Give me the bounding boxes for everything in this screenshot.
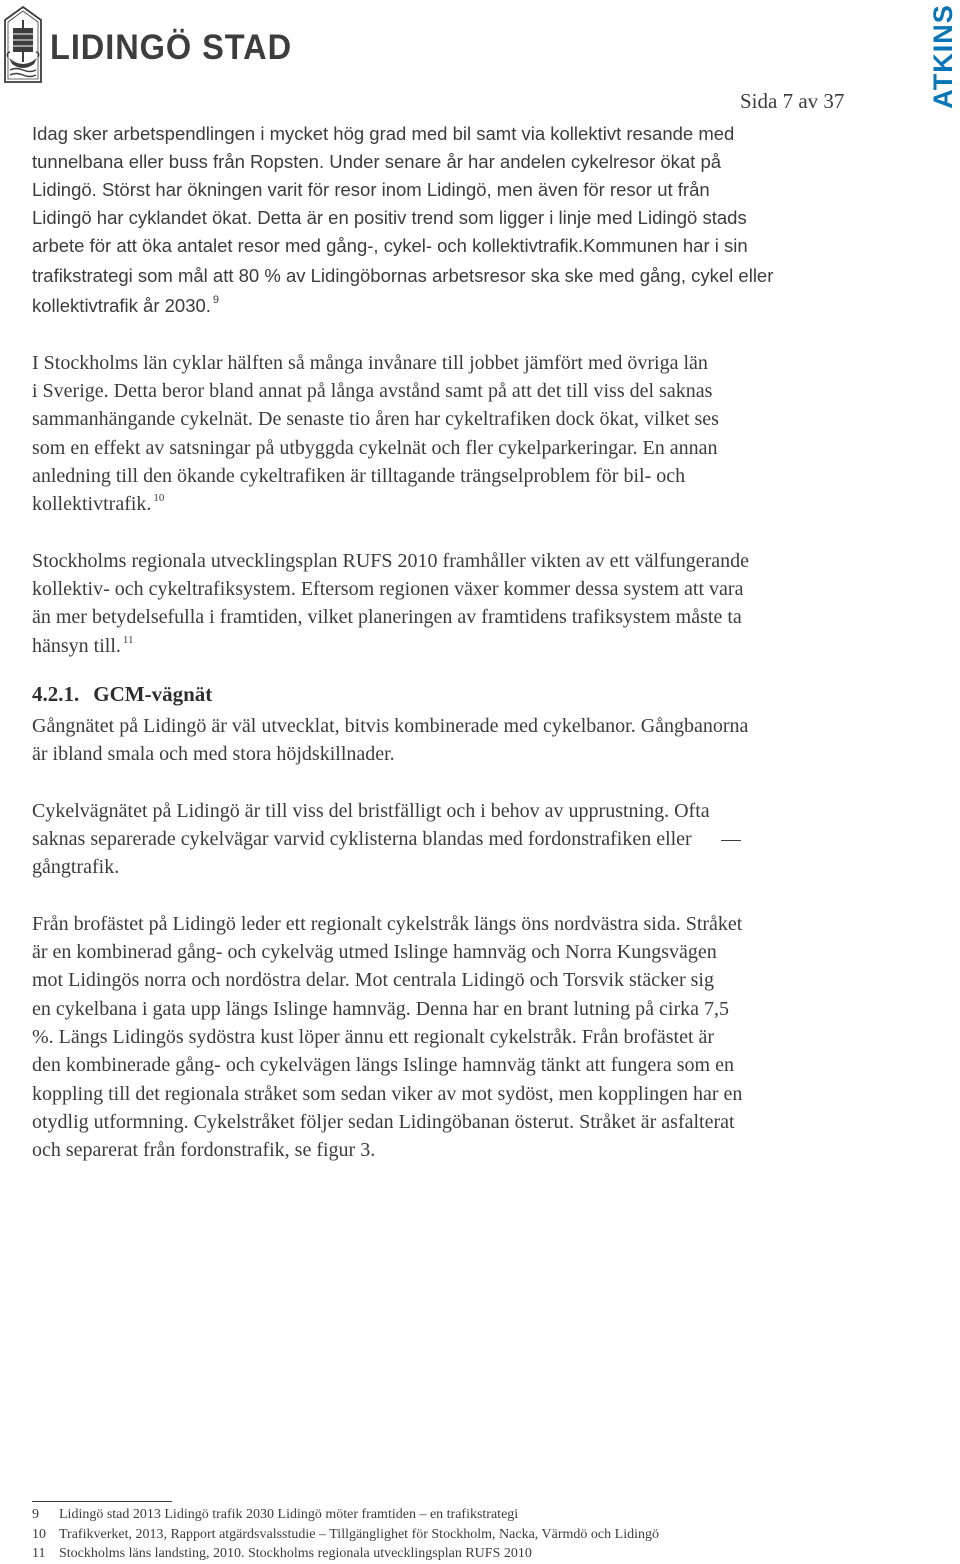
section-heading — [32, 682, 212, 707]
footnote-ref-9: 9 — [212, 294, 220, 306]
footnote-number: 11 — [32, 1546, 46, 1561]
strikethrough-mark — [721, 840, 741, 841]
footnote-text: Stockholms läns landsting, 2010. Stockholms regionala utvecklingsplan RUFS 2010 — [59, 1546, 532, 1561]
paragraph-6-line-1: Från brofästet på Lidingö leder ett regionalt cykelstråk längs öns nordvästra sida. Stråket — [32, 913, 743, 935]
footnote-number: 10 — [32, 1527, 46, 1542]
logo-text: LIDINGÖ STAD — [50, 28, 293, 67]
page-number: Sida 7 av 37 — [740, 89, 845, 113]
footnote-ref-11: 11 — [122, 634, 134, 646]
paragraph-6-line-7: koppling till det regionala stråket som sedan viker av mot sydöst, men kopplingen har en — [32, 1083, 743, 1105]
paragraph-6-line-9: och separerat från fordonstrafik, se figur 3. — [32, 1139, 376, 1161]
paragraph-3-line-3: än mer betydelsefulla i framtiden, vilket planeringen av framtidens trafiksystem måste ta — [32, 606, 742, 628]
footnote-10 — [32, 1527, 659, 1543]
section-title: GCM-vägnät — [93, 682, 213, 706]
atkins-brand — [927, 0, 958, 112]
paragraph-1-line-5: arbete för att öka antalet resor med gång-, cykel- och kollektivtrafik.Kommunen har i sin — [32, 235, 748, 256]
footnote-9 — [32, 1507, 518, 1523]
footnote-divider — [32, 1501, 172, 1502]
paragraph-2-line-5: anledning till den ökande cykeltrafiken är tilltagande trängselproblem för bil- och — [32, 465, 686, 487]
footnote-text: Lidingö stad 2013 Lidingö trafik 2030 Lidingö möter framtiden – en trafikstrategi — [59, 1507, 519, 1522]
paragraph-4-line-1: Gångnätet på Lidingö är väl utvecklat, bitvis kombinerade med cykelbanor. Gångbanorna — [32, 715, 749, 737]
paragraph-6-line-8: otydlig utformning. Cykelstråket följer sedan Lidingöbanan österut. Stråket är asfalterat — [32, 1111, 735, 1133]
lidingo-logo — [4, 6, 310, 84]
paragraph-6-line-4: en cykelbana i gata upp längs Islinge hamnväg. Denna har en brant lutning på cirka 7,5 — [32, 998, 729, 1020]
paragraph-3-line-2: kollektiv- och cykeltrafiksystem. Eftersom regionen växer kommer dessa system att vara — [32, 578, 744, 600]
paragraph-2-line-2: i Sverige. Detta beror bland annat på långa avstånd samt på att det till viss del saknas — [32, 380, 713, 402]
footnote-text: Trafikverket, 2013, Rapport atgärdsvalsstudie – Tillgänglighet för Stockholm, Nacka, Värmdö och Lidingö — [59, 1527, 659, 1542]
footnote-number: 9 — [32, 1507, 39, 1522]
paragraph-1-line-7: kollektivtrafik år 2030. $^9$ — [32, 294, 220, 316]
paragraph-1-line-6: trafikstrategi som mål att 80 % av Lidingöbornas arbetsresor ska ske med gång, cykel eller — [32, 265, 774, 286]
viking-ship-icon — [4, 6, 42, 84]
section-number: 4.2.1. — [32, 682, 80, 706]
paragraph-6-line-3: mot Lidingös norra och nordöstra delar. Mot centrala Lidingö och Torsvik stäcker sig — [32, 969, 714, 991]
paragraph-1-line-3: Lidingö. Störst har ökningen varit för resor inom Lidingö, men även för resor ut från — [32, 179, 710, 200]
footnote-ref-10: 10 — [153, 492, 165, 504]
paragraph-4-line-2: är ibland smala och med stora höjdskillnader. — [32, 743, 395, 765]
paragraph-3-line-1: Stockholms regionala utvecklingsplan RUFS 2010 framhåller vikten av ett välfungerande — [32, 550, 750, 572]
paragraph-6-line-5: %. Längs Lidingös sydöstra kust löper ännu ett regionalt cykelstråk. Från brofästet är — [32, 1026, 715, 1048]
paragraph-3-line-4: hänsyn till. $^{11}$ — [32, 634, 134, 657]
footnote-11 — [32, 1546, 532, 1562]
paragraph-6-line-6: den kombinerade gång- och cykelvägen längs Islinge hamnväg tänkt att fungera som en — [32, 1054, 734, 1076]
paragraph-1-line-1: Idag sker arbetspendlingen i mycket hög grad med bil samt via kollektivt resande med — [32, 123, 735, 144]
paragraph-2-line-4: som en effekt av satsningar på utbyggda cykelnät och fler cykelparkeringar. En annan — [32, 437, 718, 459]
paragraph-6-line-2: är en kombinerad gång- och cykelväg utmed Islinge hamnväg och Norra Kungsvägen — [32, 941, 717, 963]
paragraph-1-line-2: tunnelbana eller buss från Ropsten. Under senare år har andelen cykelresor ökat på — [32, 151, 722, 172]
paragraph-2-line-6: kollektivtrafik. $^{10}$ — [32, 492, 165, 515]
paragraph-5-line-2: saknas separerade cykelvägar varvid cyklisterna blandas med fordonstrafiken eller — [32, 828, 692, 850]
paragraph-1-line-4: Lidingö har cyklandet ökat. Detta är en positiv trend som ligger i linje med Lidingö stads — [32, 207, 747, 228]
paragraph-5-line-3: gångtrafik. — [32, 856, 120, 878]
paragraph-5-line-1: Cykelvägnätet på Lidingö är till viss del bristfälligt och i behov av upprustning. Ofta — [32, 800, 710, 822]
atkins-logo-text: ATKINS — [927, 3, 958, 109]
paragraph-2-line-3: sammanhängande cykelnät. De senaste tio åren har cykeltrafiken dock ökat, vilket ses — [32, 408, 719, 430]
paragraph-2-line-1: I Stockholms län cyklar hälften så många invånare till jobbet jämfört med övriga län — [32, 352, 708, 374]
